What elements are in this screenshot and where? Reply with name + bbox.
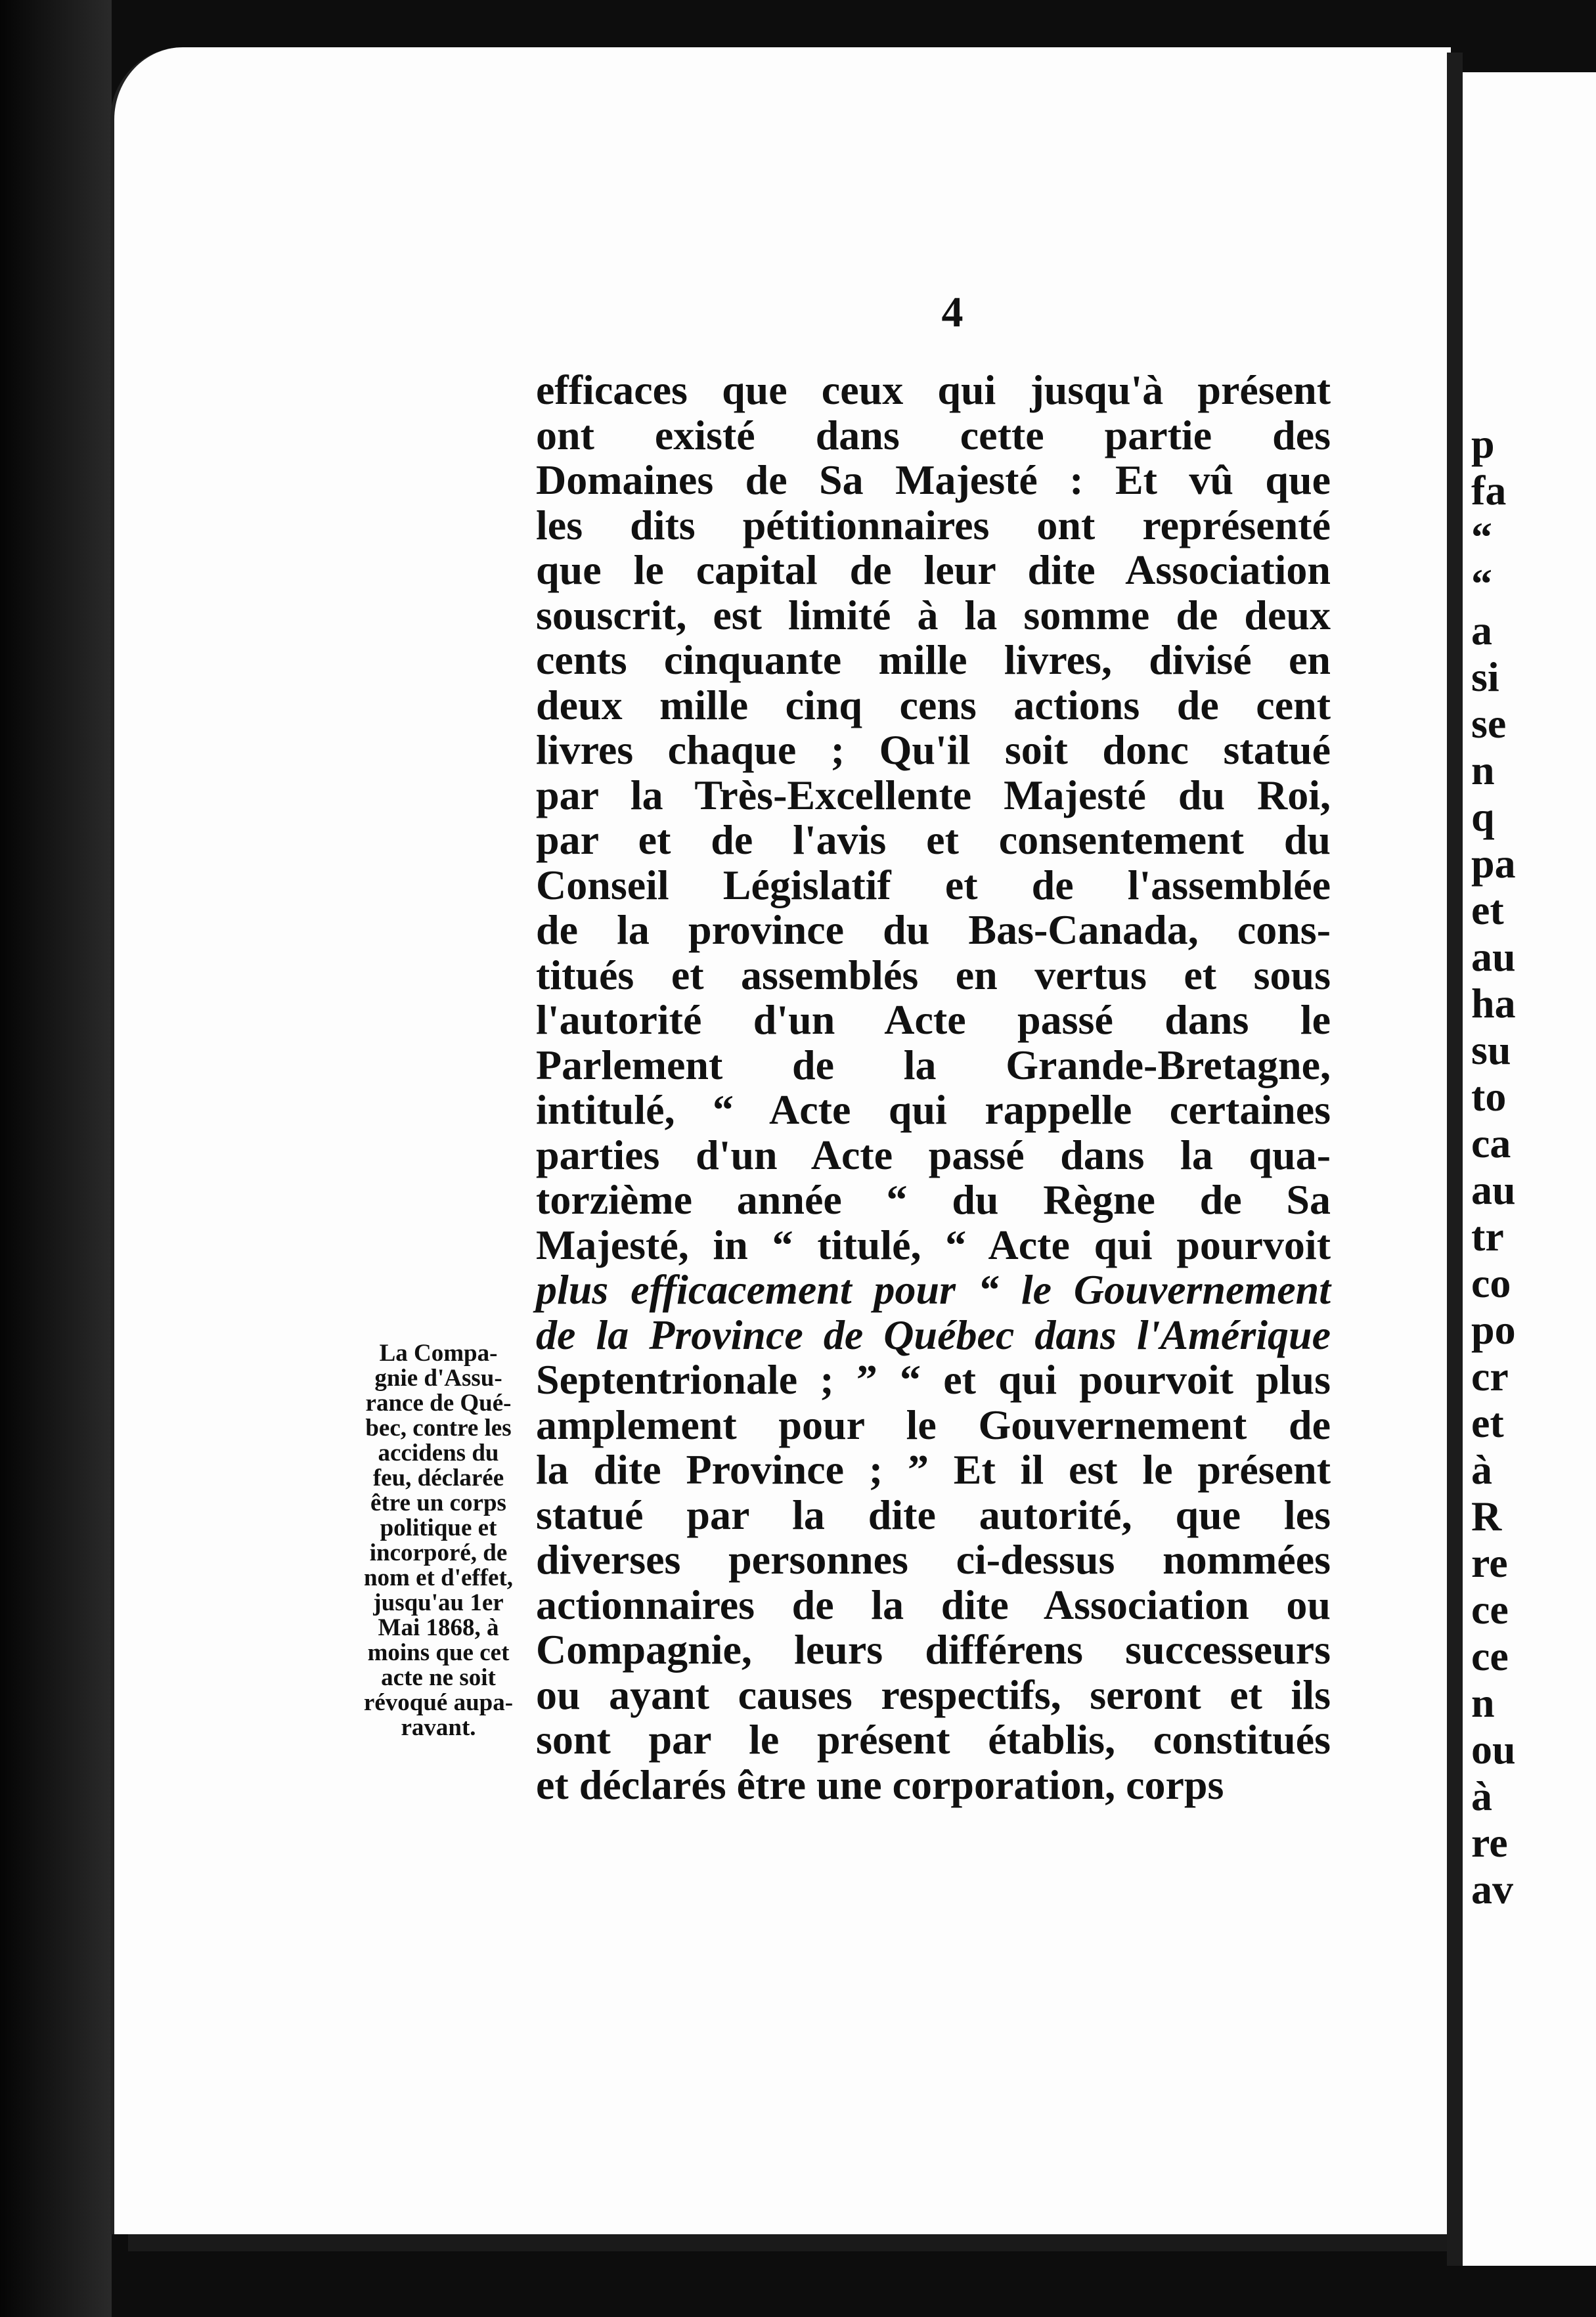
text-line: parties d'un Acte passé dans la qua- bbox=[536, 1131, 1331, 1178]
facing-page-fragment: re bbox=[1471, 1539, 1508, 1586]
text-line: par la Très-Excellente Majesté du Roi, bbox=[536, 771, 1331, 818]
facing-page-fragment: se bbox=[1471, 700, 1507, 747]
text-line: l'autorité d'un Acte passé dans le bbox=[536, 996, 1331, 1043]
facing-page-fragment: su bbox=[1471, 1026, 1511, 1073]
facing-page-fragment: ce bbox=[1471, 1633, 1509, 1679]
facing-page-fragment: pa bbox=[1471, 840, 1516, 887]
text-line: torzième année “ du Règne de Sa bbox=[536, 1176, 1331, 1223]
facing-page-fragment: n bbox=[1471, 747, 1495, 793]
facing-page-fragment: tr bbox=[1471, 1213, 1504, 1260]
text-line: Parlement de la Grande-Bretagne, bbox=[536, 1041, 1331, 1088]
margin-note-line: rance de Qué- bbox=[365, 1390, 512, 1417]
facing-page-fragment: à bbox=[1471, 1773, 1492, 1819]
book-spine bbox=[0, 0, 112, 2317]
margin-note bbox=[345, 1341, 532, 1740]
text-line: plus efficacement pour “ le Gouvernement bbox=[536, 1266, 1331, 1313]
text-line: Septentrionale ; ” “ et qui pourvoit plus bbox=[536, 1356, 1331, 1403]
facing-page-fragment: et bbox=[1471, 887, 1504, 933]
facing-page-fragment: fa bbox=[1471, 467, 1507, 514]
facing-page-fragment: a bbox=[1471, 607, 1492, 653]
facing-page-fragment: et bbox=[1471, 1400, 1504, 1446]
margin-note-line: acte ne soit bbox=[381, 1664, 496, 1691]
page-gutter bbox=[1447, 53, 1463, 2266]
facing-page-fragment: re bbox=[1471, 1819, 1508, 1866]
text-line: ont existé dans cette partie des bbox=[536, 411, 1331, 458]
facing-page-fragment: n bbox=[1471, 1679, 1495, 1726]
text-line: cents cinquante mille livres, divisé en bbox=[536, 636, 1331, 683]
text-line: statué par la dite autorité, que les bbox=[536, 1491, 1331, 1538]
text-line: Conseil Législatif et de l'assemblée bbox=[536, 861, 1331, 908]
facing-page-fragment: au bbox=[1471, 933, 1516, 980]
text-line: Compagnie, leurs différens successeurs bbox=[536, 1626, 1331, 1673]
text-line: intitulé, “ Acte qui rappelle certaines bbox=[536, 1086, 1331, 1133]
text-line: de la province du Bas-Canada, cons- bbox=[536, 906, 1331, 953]
facing-page-fragment: au bbox=[1471, 1166, 1516, 1213]
text-line: sont par le présent établis, constitués bbox=[536, 1716, 1331, 1763]
margin-note-line: La Compa- bbox=[379, 1340, 498, 1367]
margin-note-line: feu, déclarée bbox=[372, 1465, 504, 1491]
facing-page-fragment: si bbox=[1471, 653, 1499, 700]
facing-page-fragment: “ bbox=[1471, 560, 1492, 607]
text-line: amplement pour le Gouvernement de bbox=[536, 1401, 1331, 1448]
facing-page-fragment: R bbox=[1471, 1493, 1502, 1539]
facing-page-fragment: ha bbox=[1471, 980, 1516, 1026]
facing-page-fragment: ca bbox=[1471, 1120, 1511, 1166]
text-line: souscrit, est limité à la somme de deux bbox=[536, 591, 1331, 638]
text-line: et déclarés être une corporation, corps bbox=[536, 1761, 1224, 1808]
text-line: titués et assemblés en vertus et sous bbox=[536, 951, 1331, 998]
margin-note-line: ravant. bbox=[401, 1714, 476, 1741]
text-line: par et de l'avis et consentement du bbox=[536, 816, 1331, 863]
text-line: de la Province de Québec dans l'Amérique bbox=[536, 1311, 1331, 1358]
page-number: 4 bbox=[941, 288, 964, 336]
margin-note-line: jusqu'au 1er bbox=[373, 1589, 504, 1616]
facing-page-fragment: q bbox=[1471, 793, 1495, 840]
text-line: la dite Province ; ” Et il est le présent bbox=[536, 1446, 1331, 1493]
margin-note-line: bec, contre les bbox=[365, 1415, 512, 1442]
margin-note-line: accidens du bbox=[378, 1440, 499, 1467]
text-line: les dits pétitionnaires ont représenté bbox=[536, 501, 1331, 548]
margin-note-line: gnie d'Assu- bbox=[374, 1365, 502, 1392]
margin-note-line: incorporé, de bbox=[369, 1539, 508, 1566]
text-line: Domaines de Sa Majesté : Et vû que bbox=[536, 456, 1331, 503]
text-line: que le capital de leur dite Association bbox=[536, 546, 1331, 593]
text-line: efficaces que ceux qui jusqu'à présent bbox=[536, 366, 1331, 413]
facing-page-fragment: à bbox=[1471, 1446, 1492, 1493]
text-line: livres chaque ; Qu'il soit donc statué bbox=[536, 726, 1331, 773]
text-line: ou ayant causes respectifs, seront et ils bbox=[536, 1671, 1331, 1718]
margin-note-line: être un corps bbox=[370, 1490, 506, 1516]
text-line: Majesté, in “ titulé, “ Acte qui pourvoit bbox=[536, 1221, 1331, 1268]
facing-page-fragment: cr bbox=[1471, 1353, 1509, 1400]
margin-note-line: nom et d'effet, bbox=[363, 1564, 514, 1591]
text-line: deux mille cinq cens actions de cent bbox=[536, 681, 1331, 728]
facing-page-text bbox=[1471, 420, 1516, 1912]
facing-page-fragment: av bbox=[1471, 1866, 1513, 1912]
margin-note-line: moins que cet bbox=[367, 1639, 510, 1666]
facing-page-fragment: ou bbox=[1471, 1726, 1516, 1773]
margin-note-line: politique et bbox=[380, 1514, 497, 1541]
facing-page-fragment: ce bbox=[1471, 1586, 1509, 1633]
facing-page-fragment: “ bbox=[1471, 514, 1492, 560]
text-line: actionnaires de la dite Association ou bbox=[536, 1581, 1331, 1628]
facing-page-fragment: to bbox=[1471, 1073, 1507, 1120]
text-line: diverses personnes ci-dessus nommées bbox=[536, 1536, 1331, 1583]
facing-page-fragment: co bbox=[1471, 1260, 1511, 1306]
margin-note-line: Mai 1868, à bbox=[378, 1614, 499, 1641]
body-text bbox=[536, 368, 1331, 1807]
margin-note-line: révoqué aupa- bbox=[363, 1689, 514, 1716]
facing-page-fragment: po bbox=[1471, 1306, 1516, 1353]
facing-page-fragment: p bbox=[1471, 420, 1495, 467]
